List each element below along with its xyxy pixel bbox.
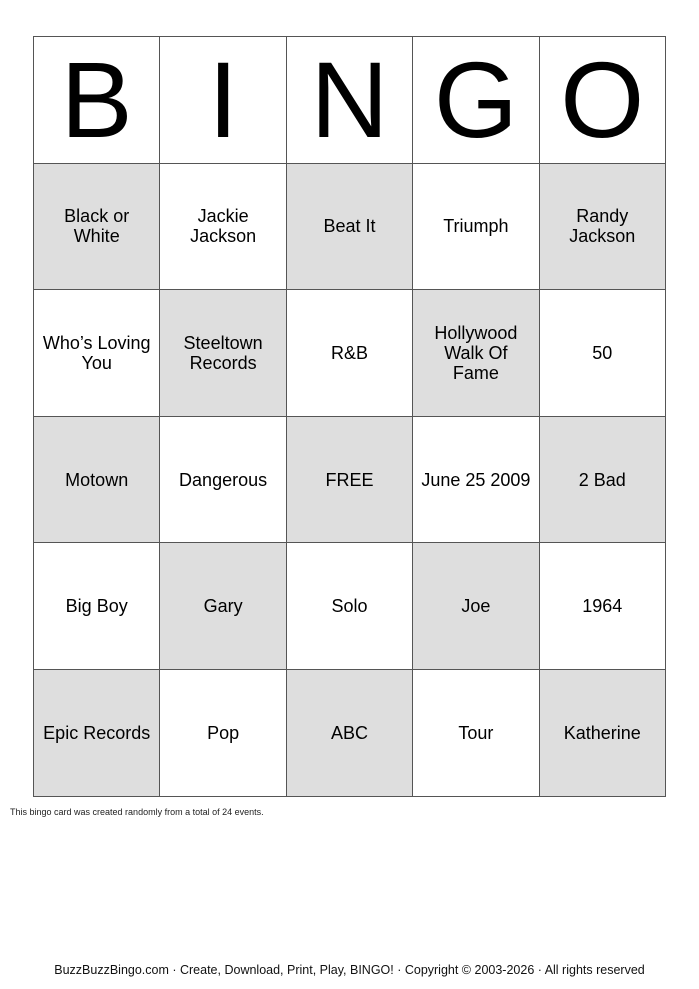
bingo-cell: 1964: [539, 543, 665, 670]
bingo-cell: Who’s Loving You: [34, 290, 160, 417]
bingo-cell: Joe: [413, 543, 539, 670]
bingo-cell: Randy Jackson: [539, 163, 665, 290]
bingo-cell: Tour: [413, 669, 539, 796]
header-row: [34, 37, 666, 164]
free-cell: FREE: [286, 416, 412, 543]
bingo-cell: Big Boy: [34, 543, 160, 670]
bingo-cell: Gary: [160, 543, 286, 670]
bingo-cell: 50: [539, 290, 665, 417]
header-letter-i: I: [160, 37, 286, 164]
header-letter-n: N: [286, 37, 412, 164]
bingo-cell: Triumph: [413, 163, 539, 290]
bingo-cell: Beat It: [286, 163, 412, 290]
bingo-cell: Black or White: [34, 163, 160, 290]
header-letter-o: O: [539, 37, 665, 164]
bingo-cell: Motown: [34, 416, 160, 543]
bingo-cell: Dangerous: [160, 416, 286, 543]
card-row: [34, 290, 666, 417]
bingo-cell: Pop: [160, 669, 286, 796]
header-letter-g: G: [413, 37, 539, 164]
bingo-cell: Steeltown Records: [160, 290, 286, 417]
card-row: [34, 416, 666, 543]
bingo-cell: Hollywood Walk Of Fame: [413, 290, 539, 417]
card-row: [34, 669, 666, 796]
card-row: [34, 163, 666, 290]
header-letter-b: B: [34, 37, 160, 164]
bingo-cell: Jackie Jackson: [160, 163, 286, 290]
bingo-cell: 2 Bad: [539, 416, 665, 543]
card-note: This bingo card was created randomly from a total of 24 events.: [10, 807, 264, 817]
bingo-cell: Epic Records: [34, 669, 160, 796]
card-row: [34, 543, 666, 670]
site-footer: BuzzBuzzBingo.com · Create, Download, Print, Play, BINGO! · Copyright © 2003-2026 · All rights reserved: [54, 963, 645, 977]
bingo-cell: Katherine: [539, 669, 665, 796]
bingo-cell: Solo: [286, 543, 412, 670]
bingo-cell: R&B: [286, 290, 412, 417]
bingo-cell: June 25 2009: [413, 416, 539, 543]
bingo-card: [33, 36, 666, 797]
bingo-cell: ABC: [286, 669, 412, 796]
